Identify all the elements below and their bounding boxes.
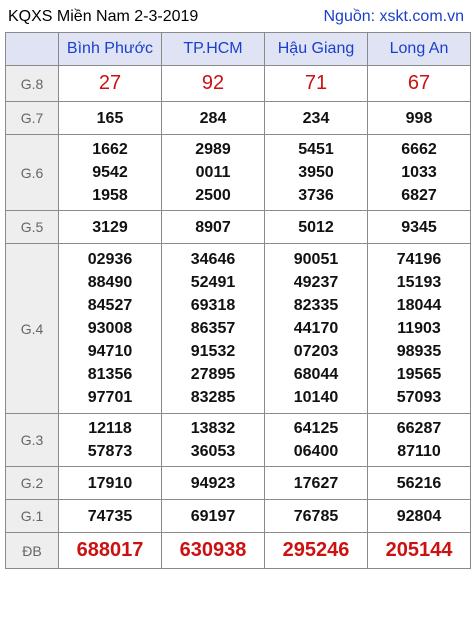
result-cell xyxy=(368,414,471,467)
prize-row xyxy=(6,211,471,244)
result-number: 07203 xyxy=(293,343,339,360)
result-number: 6662 xyxy=(401,141,437,158)
result-cell xyxy=(265,533,368,569)
result-cell xyxy=(59,467,162,500)
corner-cell xyxy=(6,33,59,66)
prize-label: G.2 xyxy=(6,467,59,500)
prize-row xyxy=(6,414,471,467)
province-header-row xyxy=(6,33,471,66)
result-number: 9345 xyxy=(401,218,437,236)
result-number: 11903 xyxy=(397,320,441,337)
result-cell xyxy=(368,533,471,569)
result-number: 02936 xyxy=(87,251,133,268)
result-cell xyxy=(59,211,162,244)
result-number: 57093 xyxy=(396,389,442,406)
result-number: 49237 xyxy=(293,274,339,291)
result-number: 27895 xyxy=(190,366,236,383)
result-number: 998 xyxy=(405,109,433,127)
prize-row xyxy=(6,500,471,533)
result-number: 17910 xyxy=(87,474,133,492)
result-cell xyxy=(59,533,162,569)
result-cell xyxy=(265,102,368,135)
result-cell xyxy=(368,467,471,500)
result-cell xyxy=(162,500,265,533)
result-number: 205144 xyxy=(385,539,453,561)
result-number: 688017 xyxy=(76,539,144,561)
result-number: 93008 xyxy=(87,320,133,337)
result-number: 3129 xyxy=(92,218,128,236)
result-number: 94710 xyxy=(87,343,133,360)
province-hau-giang[interactable]: Hậu Giang xyxy=(265,33,368,66)
province-binh-phuoc[interactable]: Bình Phước xyxy=(59,33,162,66)
result-number: 6827 xyxy=(401,187,437,204)
prize-label: G.7 xyxy=(6,102,59,135)
result-number: 82335 xyxy=(293,297,339,314)
result-number: 84527 xyxy=(87,297,133,314)
result-number: 69197 xyxy=(190,507,236,525)
result-number: 2989 xyxy=(195,141,231,158)
result-number: 90051 xyxy=(293,251,339,268)
result-number: 44170 xyxy=(293,320,339,337)
result-number: 12118 xyxy=(88,420,132,437)
result-cell xyxy=(59,414,162,467)
result-number: 9542 xyxy=(92,164,128,181)
result-number: 98935 xyxy=(396,343,442,360)
result-number: 13832 xyxy=(190,420,236,437)
prize-label: G.6 xyxy=(6,135,59,211)
result-cell xyxy=(59,135,162,211)
result-number: 165 xyxy=(96,109,124,127)
result-cell xyxy=(162,533,265,569)
result-number: 76785 xyxy=(293,507,339,525)
result-cell xyxy=(162,135,265,211)
province-tp-hcm[interactable]: TP.HCM xyxy=(162,33,265,66)
result-number: 74196 xyxy=(396,251,442,268)
result-cell xyxy=(59,102,162,135)
result-number: 295246 xyxy=(282,539,350,561)
result-number: 52491 xyxy=(190,274,236,291)
result-number: 94923 xyxy=(190,474,236,492)
result-number: 234 xyxy=(302,109,330,127)
result-number: 34646 xyxy=(190,251,236,268)
prize-label: G.8 xyxy=(6,66,59,102)
result-cell xyxy=(368,500,471,533)
prize-label: ĐB xyxy=(6,533,59,569)
result-cell xyxy=(162,467,265,500)
result-cell xyxy=(265,211,368,244)
result-number: 36053 xyxy=(190,443,236,460)
result-number: 83285 xyxy=(190,389,236,406)
result-number: 68044 xyxy=(293,366,339,383)
result-number: 284 xyxy=(199,109,227,127)
result-number: 69318 xyxy=(190,297,236,314)
result-cell xyxy=(368,211,471,244)
result-cell xyxy=(162,102,265,135)
result-cell xyxy=(59,500,162,533)
result-number: 3736 xyxy=(298,187,334,204)
result-number: 81356 xyxy=(87,366,133,383)
result-number: 630938 xyxy=(179,539,247,561)
result-cell xyxy=(162,414,265,467)
prize-label: G.5 xyxy=(6,211,59,244)
result-number: 57873 xyxy=(87,443,133,460)
result-number: 64125 xyxy=(293,420,339,437)
result-number: 74735 xyxy=(87,507,133,525)
result-number: 71 xyxy=(304,72,328,94)
result-number: 17627 xyxy=(293,474,339,492)
result-number: 27 xyxy=(98,72,122,94)
result-number: 3950 xyxy=(298,164,334,181)
result-number: 97701 xyxy=(87,389,133,406)
result-number: 67 xyxy=(407,72,431,94)
result-cell xyxy=(368,102,471,135)
result-number: 91532 xyxy=(190,343,236,360)
result-number: 88490 xyxy=(87,274,133,291)
page-title: KQXS Miền Nam 2-3-2019 xyxy=(8,8,199,25)
result-cell xyxy=(265,244,368,414)
result-number: 0011 xyxy=(195,164,231,181)
result-number: 06400 xyxy=(293,443,339,460)
result-cell xyxy=(59,66,162,102)
result-cell xyxy=(265,467,368,500)
result-cell xyxy=(162,211,265,244)
prize-row xyxy=(6,135,471,211)
prize-row xyxy=(6,102,471,135)
page-header xyxy=(6,4,468,32)
result-number: 92804 xyxy=(396,507,442,525)
result-number: 19565 xyxy=(396,366,442,383)
result-number: 66287 xyxy=(396,420,442,437)
result-cell xyxy=(162,66,265,102)
result-cell xyxy=(162,244,265,414)
result-cell xyxy=(368,135,471,211)
result-number: 5451 xyxy=(298,141,334,158)
result-cell xyxy=(368,66,471,102)
result-cell xyxy=(265,414,368,467)
result-number: 92 xyxy=(201,72,225,94)
result-number: 87110 xyxy=(397,443,441,460)
prize-row xyxy=(6,66,471,102)
result-number: 8907 xyxy=(195,218,231,236)
result-number: 2500 xyxy=(195,187,231,204)
prize-label: G.1 xyxy=(6,500,59,533)
result-number: 86357 xyxy=(190,320,236,337)
prize-row xyxy=(6,467,471,500)
results-table xyxy=(5,32,471,569)
result-number: 56216 xyxy=(396,474,442,492)
prize-label: G.4 xyxy=(6,244,59,414)
result-cell xyxy=(265,135,368,211)
result-number: 1033 xyxy=(401,164,437,181)
result-number: 1958 xyxy=(92,187,128,204)
prize-row xyxy=(6,244,471,414)
result-cell xyxy=(265,66,368,102)
province-long-an[interactable]: Long An xyxy=(368,33,471,66)
result-number: 5012 xyxy=(298,218,334,236)
result-cell xyxy=(59,244,162,414)
result-number: 1662 xyxy=(92,141,128,158)
source-link[interactable]: Nguồn: xskt.com.vn xyxy=(323,8,464,25)
prize-label: G.3 xyxy=(6,414,59,467)
result-number: 18044 xyxy=(396,297,442,314)
result-number: 15193 xyxy=(396,274,442,291)
result-cell xyxy=(368,244,471,414)
result-number: 10140 xyxy=(293,389,339,406)
prize-row xyxy=(6,533,471,569)
result-cell xyxy=(265,500,368,533)
